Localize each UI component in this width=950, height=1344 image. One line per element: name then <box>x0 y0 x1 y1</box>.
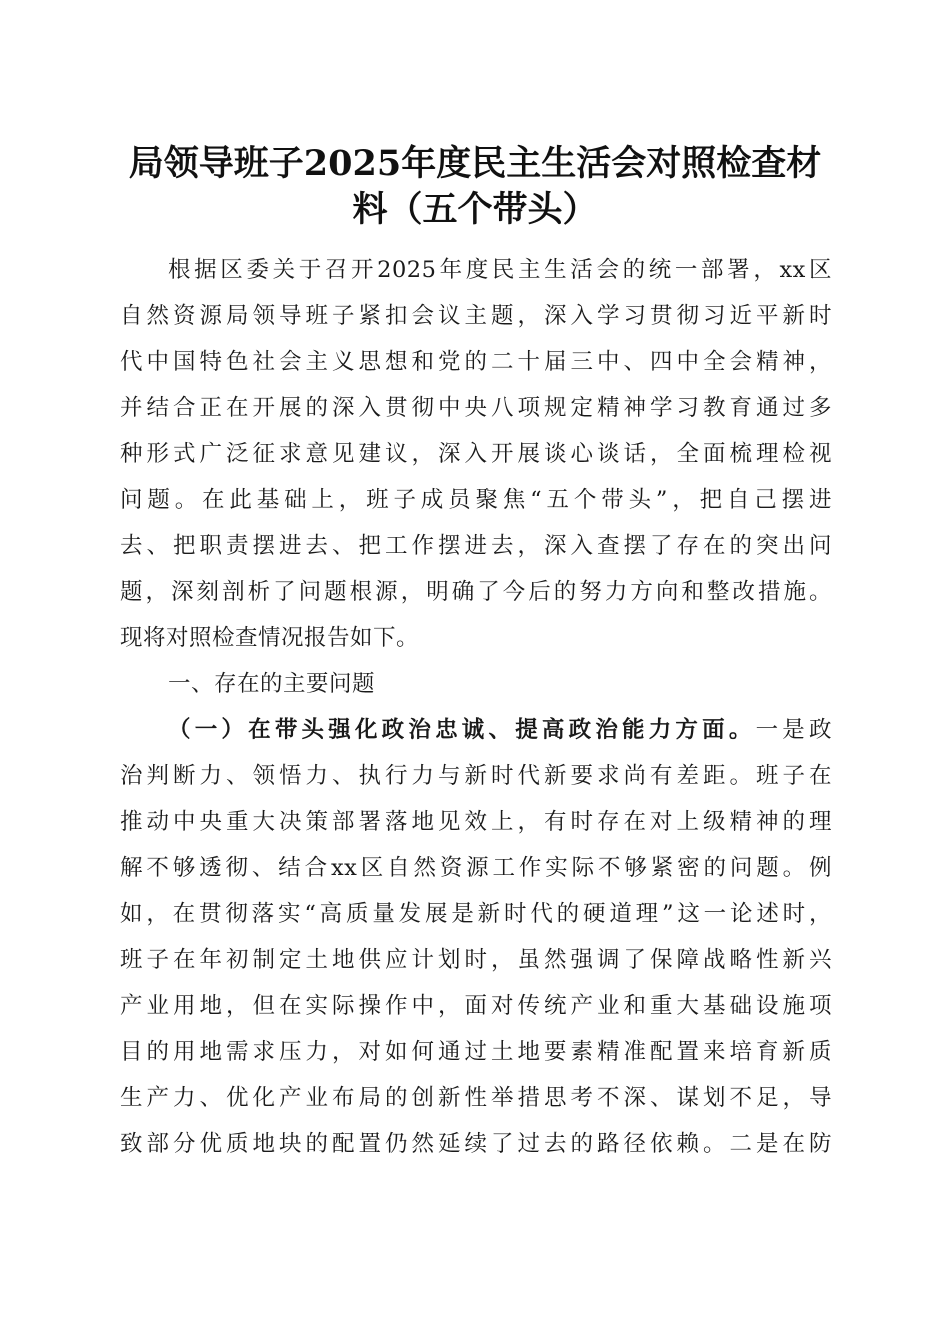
intro-line-1: 根据区委关于召开2025年度民主生活会的统一部署，xx区 <box>168 257 832 283</box>
subsection-1-line-8: 目的用地需求压力，对如何通过土地要素精准配置来培育新质 <box>120 1039 832 1065</box>
subsection-1-line-4: 解不够透彻、结合xx区自然资源工作实际不够紧密的问题。例 <box>120 855 832 881</box>
intro-line-6: 问题。在此基础上，班子成员聚焦“五个带头”，把自己摆进 <box>120 487 832 513</box>
intro-line-7: 去、把职责摆进去、把工作摆进去，深入查摆了存在的突出问 <box>120 533 832 559</box>
subsection-1-line-2: 治判断力、领悟力、执行力与新时代新要求尚有差距。班子在 <box>120 763 832 789</box>
subsection-1-heading: （一）在带头强化政治忠诚、提高政治能力方面。 <box>168 717 756 743</box>
subsection-1-first-line-rest: 一是政 <box>755 717 832 743</box>
section-heading-1: 一、存在的主要问题 <box>168 671 376 697</box>
intro-line-9: 现将对照检查情况报告如下。 <box>120 625 420 651</box>
subsection-1-line-7: 产业用地，但在实际操作中，面对传统产业和重大基础设施项 <box>120 993 832 1019</box>
intro-line-2: 自然资源局领导班子紧扣会议主题，深入学习贯彻习近平新时 <box>120 303 832 329</box>
subsection-1-line-9: 生产力、优化产业布局的创新性举措思考不深、谋划不足，导 <box>120 1085 832 1111</box>
intro-line-8: 题，深刻剖析了问题根源，明确了今后的努力方向和整改措施。 <box>120 579 832 605</box>
subsection-1-line-5: 如，在贯彻落实“高质量发展是新时代的硬道理”这一论述时， <box>120 901 832 927</box>
subsection-1-first-line <box>168 708 832 752</box>
subsection-1-line-3: 推动中央重大决策部署落地见效上，有时存在对上级精神的理 <box>120 809 832 835</box>
subsection-1-line-10: 致部分优质地块的配置仍然延续了过去的路径依赖。二是在防 <box>120 1131 832 1157</box>
intro-line-5: 种形式广泛征求意见建议，深入开展谈心谈话，全面梳理检视 <box>120 441 832 467</box>
intro-line-3: 代中国特色社会主义思想和党的二十届三中、四中全会精神， <box>120 349 832 375</box>
document-title-line-2: 料（五个带头） <box>352 189 598 230</box>
intro-line-4: 并结合正在开展的深入贯彻中央八项规定精神学习教育通过多 <box>120 395 832 421</box>
document-title-line-1: 局领导班子2025年度民主生活会对照检查材 <box>128 143 822 184</box>
subsection-1-line-6: 班子在年初制定土地供应计划时，虽然强调了保障战略性新兴 <box>120 947 832 973</box>
